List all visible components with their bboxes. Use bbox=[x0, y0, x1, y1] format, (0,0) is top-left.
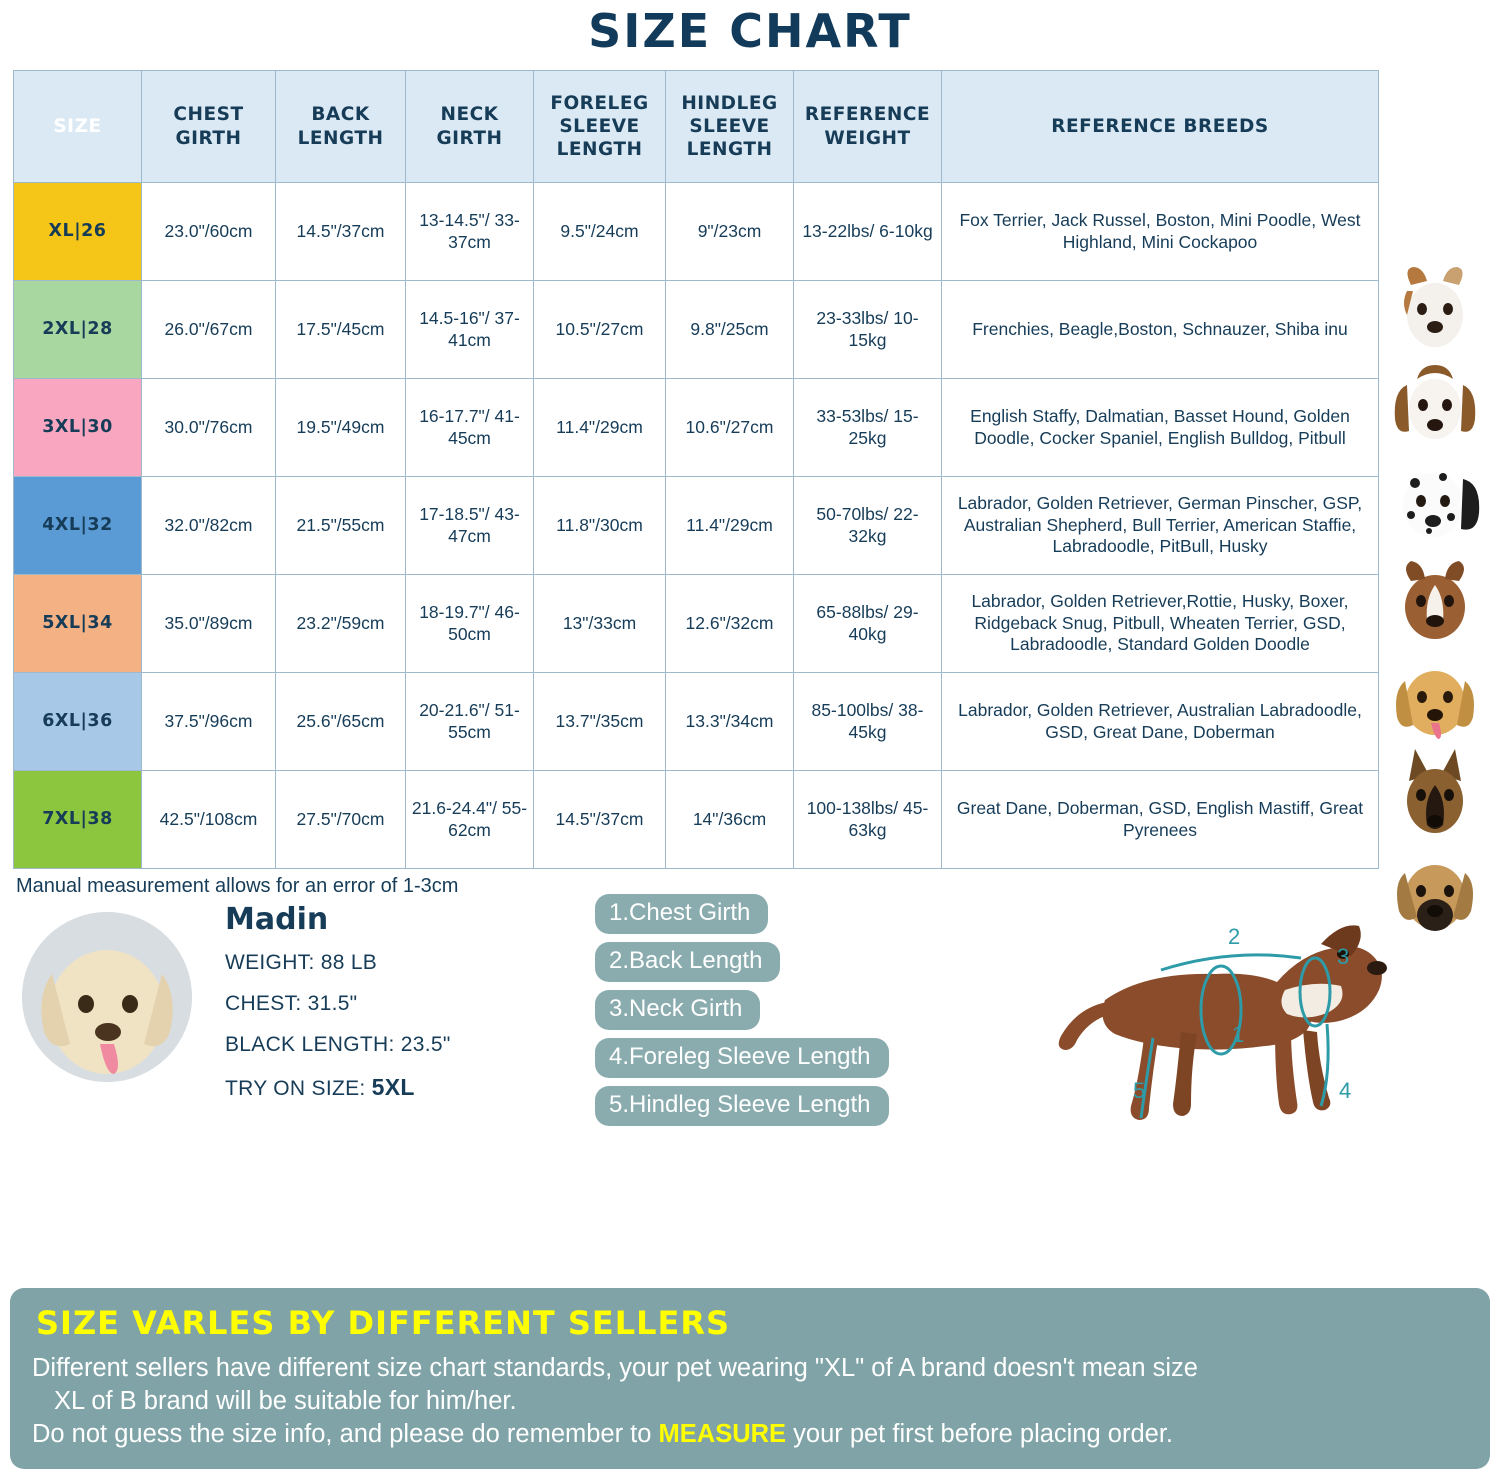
foreleg-sleeve-cell: 11.4"/29cm bbox=[534, 379, 666, 477]
hindleg-sleeve-cell: 12.6"/32cm bbox=[666, 575, 794, 673]
svg-text:3: 3 bbox=[1337, 944, 1350, 969]
back-length-cell: 21.5"/55cm bbox=[276, 477, 406, 575]
neck-girth-cell: 21.6-24.4"/ 55-62cm bbox=[406, 771, 534, 869]
table-row bbox=[14, 673, 1379, 771]
reference-weight-cell: 13-22lbs/ 6-10kg bbox=[794, 183, 942, 281]
svg-text:5: 5 bbox=[1133, 1078, 1146, 1103]
size-chart-table bbox=[13, 70, 1379, 869]
foreleg-sleeve-cell: 11.8"/30cm bbox=[534, 477, 666, 575]
banner-line-2: XL of B brand will be suitable for him/her. bbox=[54, 1386, 517, 1415]
measurement-item-foreleg-sleeve-length: 4.Foreleg Sleeve Length bbox=[595, 1038, 889, 1078]
reference-breeds-cell: Frenchies, Beagle,Boston, Schnauzer, Shiba inu bbox=[942, 281, 1379, 379]
size-cell: 7XL|38 bbox=[14, 771, 142, 869]
dog-weight: WEIGHT: 88 LB bbox=[225, 951, 378, 974]
chest-girth-cell: 37.5"/96cm bbox=[142, 673, 276, 771]
breed-photo-pitbull bbox=[1381, 551, 1489, 649]
reference-breeds-cell: Labrador, Golden Retriever, Australian Labradoodle, GSD, Great Dane, Doberman bbox=[942, 673, 1379, 771]
seller-size-warning-banner bbox=[10, 1288, 1490, 1469]
column-header-foreleg-sleeve-length: FORELEG SLEEVE LENGTH bbox=[534, 71, 666, 183]
measurement-item-hindleg-sleeve-length: 5.Hindleg Sleeve Length bbox=[595, 1086, 889, 1126]
table-row bbox=[14, 183, 1379, 281]
hindleg-sleeve-cell: 9"/23cm bbox=[666, 183, 794, 281]
column-header-reference-weight: REFERENCE WEIGHT bbox=[794, 71, 942, 183]
breed-photo-golden-retriever bbox=[1381, 649, 1489, 747]
size-table-container bbox=[0, 58, 1500, 869]
hindleg-sleeve-cell: 13.3"/34cm bbox=[666, 673, 794, 771]
dog-try-on-size bbox=[225, 1074, 451, 1101]
column-header-chest-girth: CHEST GIRTH bbox=[142, 71, 276, 183]
size-cell: 3XL|30 bbox=[14, 379, 142, 477]
svg-text:4: 4 bbox=[1339, 1078, 1352, 1103]
breed-photo-column bbox=[1381, 257, 1493, 943]
reference-breeds-cell: English Staffy, Dalmatian, Basset Hound, Golden Doodle, Cocker Spaniel, English Bulldog, Pitbull bbox=[942, 379, 1379, 477]
banner-line-1: Different sellers have different size chart standards, your pet wearing "XL" of A brand doesn't mean size bbox=[32, 1353, 1198, 1382]
neck-girth-cell: 16-17.7"/ 41-45cm bbox=[406, 379, 534, 477]
column-header-back-length: BACK LENGTH bbox=[276, 71, 406, 183]
chest-girth-cell: 26.0"/67cm bbox=[142, 281, 276, 379]
back-length-cell: 23.2"/59cm bbox=[276, 575, 406, 673]
dog-back-length: BLACK LENGTH: 23.5" bbox=[225, 1033, 451, 1056]
foreleg-sleeve-cell: 9.5"/24cm bbox=[534, 183, 666, 281]
table-row bbox=[14, 281, 1379, 379]
column-header-hindleg-sleeve-length: HINDLEG SLEEVE LENGTH bbox=[666, 71, 794, 183]
neck-girth-cell: 13-14.5"/ 33-37cm bbox=[406, 183, 534, 281]
size-cell: 4XL|32 bbox=[14, 477, 142, 575]
try-on-size-label: TRY ON SIZE: bbox=[225, 1077, 366, 1100]
page-title: SIZE CHART bbox=[588, 4, 912, 58]
hindleg-sleeve-cell: 10.6"/27cm bbox=[666, 379, 794, 477]
reference-breeds-cell: Labrador, Golden Retriever, German Pinscher, GSP, Australian Shepherd, Bull Terrier, American Staffie, Labradoodle, PitBull, Husky bbox=[942, 477, 1379, 575]
hindleg-sleeve-cell: 9.8"/25cm bbox=[666, 281, 794, 379]
measurement-item-back-length: 2.Back Length bbox=[595, 942, 780, 982]
size-cell: 2XL|28 bbox=[14, 281, 142, 379]
hindleg-sleeve-cell: 11.4"/29cm bbox=[666, 477, 794, 575]
table-row bbox=[14, 771, 1379, 869]
measurement-item-chest-girth: 1.Chest Girth bbox=[595, 894, 768, 934]
size-cell: XL|26 bbox=[14, 183, 142, 281]
dog-measurement-diagram bbox=[985, 882, 1455, 1182]
avatar bbox=[22, 912, 192, 1082]
reference-weight-cell: 50-70lbs/ 22-32kg bbox=[794, 477, 942, 575]
banner-line-3-prefix: Do not guess the size info, and please do remember to bbox=[32, 1419, 659, 1448]
chest-girth-cell: 30.0"/76cm bbox=[142, 379, 276, 477]
reference-weight-cell: 23-33lbs/ 10-15kg bbox=[794, 281, 942, 379]
example-dog-section bbox=[0, 899, 1500, 1202]
neck-girth-cell: 20-21.6"/ 51-55cm bbox=[406, 673, 534, 771]
back-length-cell: 27.5"/70cm bbox=[276, 771, 406, 869]
column-header-neck-girth: NECK GIRTH bbox=[406, 71, 534, 183]
breed-photo-dalmatian bbox=[1381, 453, 1489, 551]
column-header-size: SIZE bbox=[14, 71, 142, 183]
back-length-cell: 25.6"/65cm bbox=[276, 673, 406, 771]
banner-measure-highlight: MEASURE bbox=[658, 1419, 787, 1448]
chest-girth-cell: 42.5"/108cm bbox=[142, 771, 276, 869]
table-body bbox=[14, 183, 1379, 869]
neck-girth-cell: 18-19.7"/ 46-50cm bbox=[406, 575, 534, 673]
breed-photo-jack-russell-terrier bbox=[1381, 257, 1489, 355]
foreleg-sleeve-cell: 14.5"/37cm bbox=[534, 771, 666, 869]
reference-weight-cell: 65-88lbs/ 29-40kg bbox=[794, 575, 942, 673]
banner-line-3-suffix: your pet first before placing order. bbox=[786, 1419, 1174, 1448]
column-header-reference-breeds: REFERENCE BREEDS bbox=[942, 71, 1379, 183]
chest-girth-cell: 35.0"/89cm bbox=[142, 575, 276, 673]
foreleg-sleeve-cell: 13"/33cm bbox=[534, 575, 666, 673]
banner-heading: SIZE VARLES BY DIFFERENT SELLERS bbox=[36, 1303, 731, 1342]
foreleg-sleeve-cell: 10.5"/27cm bbox=[534, 281, 666, 379]
reference-weight-cell: 85-100lbs/ 38-45kg bbox=[794, 673, 942, 771]
banner-line-3 bbox=[32, 1418, 1468, 1451]
size-cell: 6XL|36 bbox=[14, 673, 142, 771]
measurement-legend bbox=[595, 894, 889, 1134]
chest-girth-cell: 23.0"/60cm bbox=[142, 183, 276, 281]
neck-girth-cell: 17-18.5"/ 43-47cm bbox=[406, 477, 534, 575]
svg-text:1: 1 bbox=[1232, 1022, 1245, 1047]
neck-girth-cell: 14.5-16"/ 37-41cm bbox=[406, 281, 534, 379]
breed-photo-german-shepherd bbox=[1381, 747, 1489, 845]
reference-weight-cell: 33-53lbs/ 15-25kg bbox=[794, 379, 942, 477]
table-row bbox=[14, 575, 1379, 673]
table-row bbox=[14, 379, 1379, 477]
size-cell: 5XL|34 bbox=[14, 575, 142, 673]
back-length-cell: 17.5"/45cm bbox=[276, 281, 406, 379]
dog-name: Madin bbox=[225, 902, 329, 937]
measurement-item-neck-girth: 3.Neck Girth bbox=[595, 990, 760, 1030]
measurement-note: Manual measurement allows for an error of 1-3cm bbox=[16, 875, 459, 897]
svg-text:2: 2 bbox=[1228, 924, 1241, 949]
back-length-cell: 14.5"/37cm bbox=[276, 183, 406, 281]
chest-girth-cell: 32.0"/82cm bbox=[142, 477, 276, 575]
example-dog-profile bbox=[225, 902, 451, 1118]
hindleg-sleeve-cell: 14"/36cm bbox=[666, 771, 794, 869]
reference-weight-cell: 100-138lbs/ 45-63kg bbox=[794, 771, 942, 869]
back-length-cell: 19.5"/49cm bbox=[276, 379, 406, 477]
foreleg-sleeve-cell: 13.7"/35cm bbox=[534, 673, 666, 771]
table-row bbox=[14, 477, 1379, 575]
reference-breeds-cell: Fox Terrier, Jack Russel, Boston, Mini Poodle, West Highland, Mini Cockapoo bbox=[942, 183, 1379, 281]
dog-chest: CHEST: 31.5" bbox=[225, 992, 358, 1015]
try-on-size-value: 5XL bbox=[371, 1074, 415, 1100]
table-header-row bbox=[14, 71, 1379, 183]
breed-photo-beagle bbox=[1381, 355, 1489, 453]
reference-breeds-cell: Labrador, Golden Retriever,Rottie, Husky, Boxer, Ridgeback Snug, Pitbull, Wheaten Terrier, GSD, Labradoodle, Standard Golden Doodle bbox=[942, 575, 1379, 673]
reference-breeds-cell: Great Dane, Doberman, GSD, English Mastiff, Great Pyrenees bbox=[942, 771, 1379, 869]
